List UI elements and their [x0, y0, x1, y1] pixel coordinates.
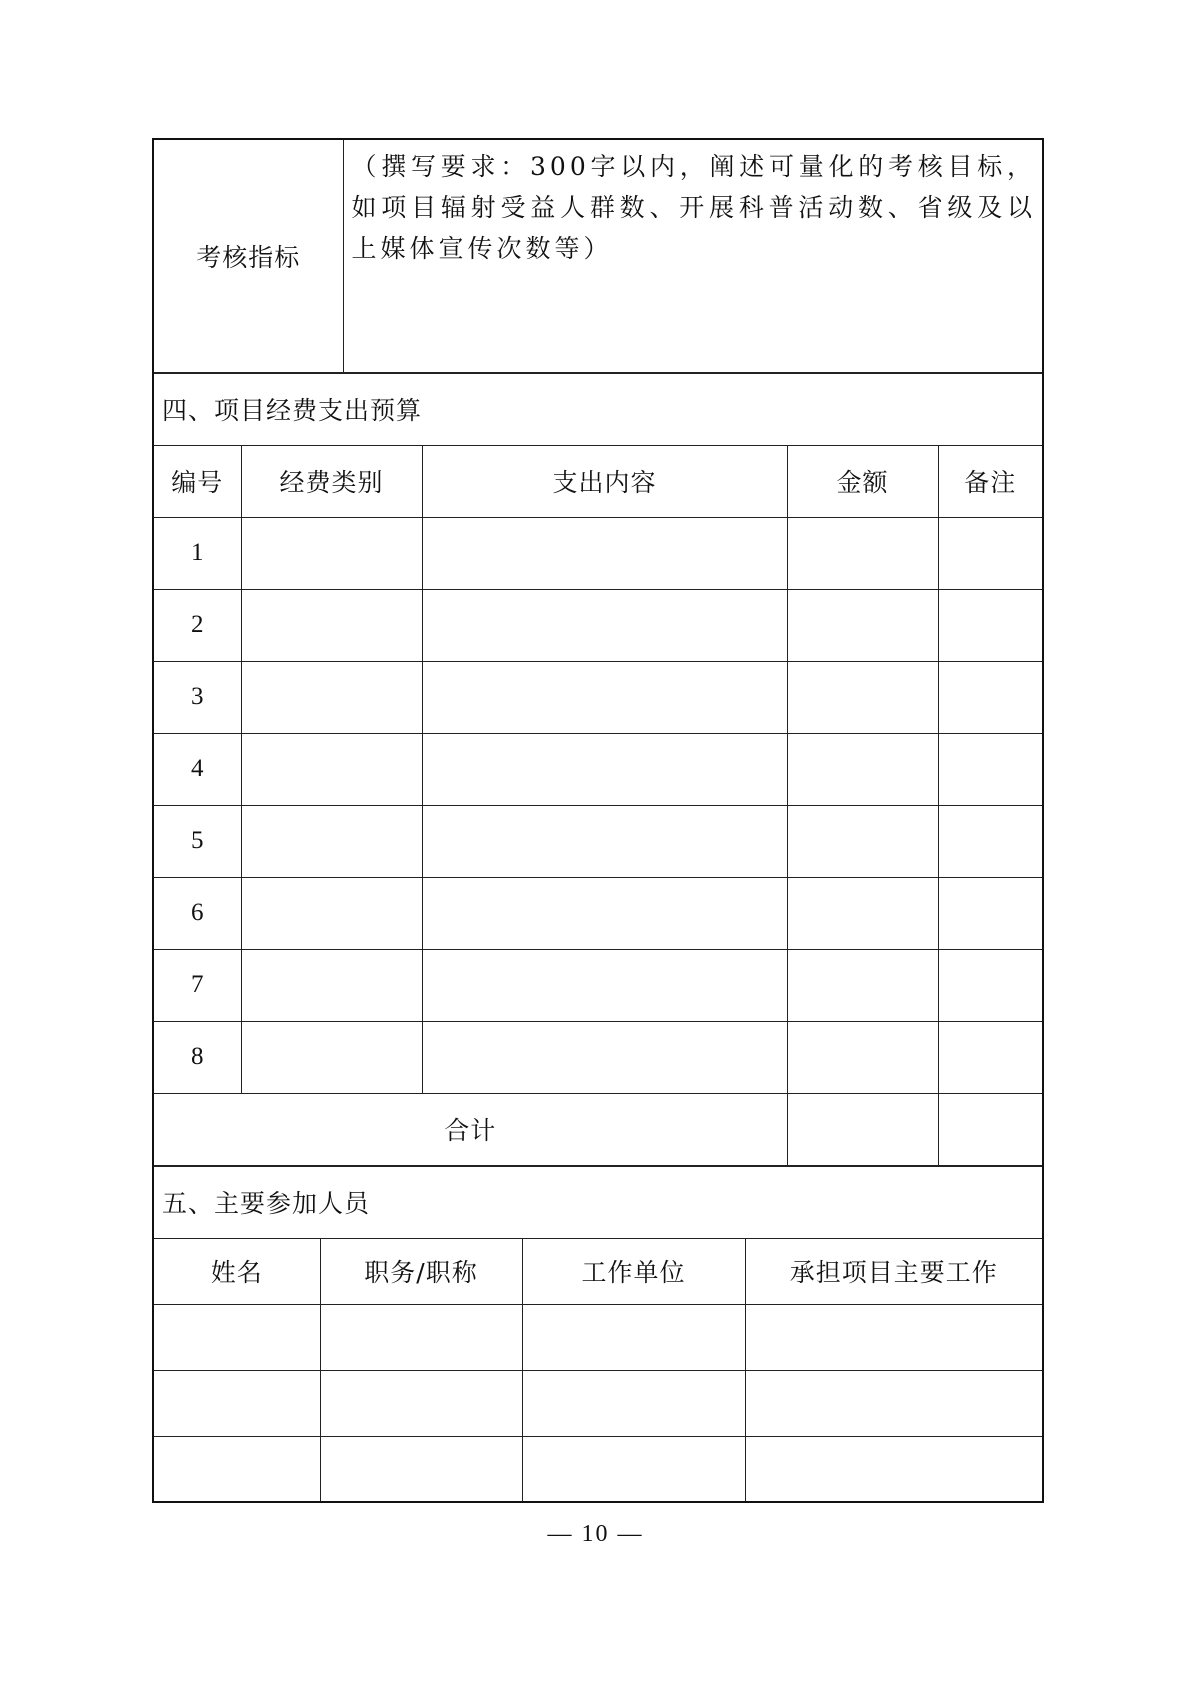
- budget-remarks-cell[interactable]: [938, 661, 1043, 733]
- assessment-requirement-field[interactable]: （撰写要求：300字以内，阐述可量化的考核目标，如项目辐射受益人群数、开展科普活动数、省级及以上媒体宣传次数等）: [343, 139, 1043, 372]
- budget-row: [153, 589, 1043, 661]
- budget-section-title: 四、项目经费支出预算: [153, 373, 1043, 445]
- budget-total-amount-cell[interactable]: [787, 1093, 938, 1165]
- budget-row-number: 7: [153, 949, 241, 1021]
- budget-row-number: 6: [153, 877, 241, 949]
- budget-remarks-cell[interactable]: [938, 589, 1043, 661]
- budget-row-number: 2: [153, 589, 241, 661]
- personnel-organization-cell[interactable]: [522, 1370, 745, 1436]
- budget-table: [152, 373, 1044, 1166]
- personnel-title-cell[interactable]: [320, 1304, 522, 1370]
- budget-category-cell[interactable]: [241, 1021, 422, 1093]
- budget-header-number: 编号: [153, 445, 241, 517]
- personnel-responsibility-cell[interactable]: [745, 1436, 1043, 1502]
- budget-remarks-cell[interactable]: [938, 877, 1043, 949]
- budget-row: [153, 949, 1043, 1021]
- budget-content-cell[interactable]: [422, 661, 787, 733]
- budget-content-cell[interactable]: [422, 877, 787, 949]
- budget-remarks-cell[interactable]: [938, 517, 1043, 589]
- budget-total-remarks-cell[interactable]: [938, 1093, 1043, 1165]
- personnel-header-name: 姓名: [153, 1238, 320, 1304]
- budget-category-cell[interactable]: [241, 589, 422, 661]
- budget-remarks-cell[interactable]: [938, 949, 1043, 1021]
- budget-row-number: 5: [153, 805, 241, 877]
- budget-content-cell[interactable]: [422, 1021, 787, 1093]
- budget-remarks-cell[interactable]: [938, 1021, 1043, 1093]
- personnel-section-title: 五、主要参加人员: [153, 1166, 1043, 1238]
- budget-amount-cell[interactable]: [787, 1021, 938, 1093]
- personnel-name-cell[interactable]: [153, 1436, 320, 1502]
- budget-amount-cell[interactable]: [787, 589, 938, 661]
- budget-row-number: 4: [153, 733, 241, 805]
- budget-amount-cell[interactable]: [787, 805, 938, 877]
- budget-row-number: 8: [153, 1021, 241, 1093]
- budget-category-cell[interactable]: [241, 517, 422, 589]
- personnel-header-responsibility: 承担项目主要工作: [745, 1238, 1043, 1304]
- budget-row: [153, 805, 1043, 877]
- personnel-header-title: 职务/职称: [320, 1238, 522, 1304]
- budget-content-cell[interactable]: [422, 517, 787, 589]
- budget-row: [153, 733, 1043, 805]
- personnel-responsibility-cell[interactable]: [745, 1304, 1043, 1370]
- budget-category-cell[interactable]: [241, 661, 422, 733]
- page-number: — 10 —: [547, 1521, 644, 1547]
- personnel-title-cell[interactable]: [320, 1370, 522, 1436]
- budget-header-content: 支出内容: [422, 445, 787, 517]
- budget-amount-cell[interactable]: [787, 949, 938, 1021]
- assessment-label: 考核指标: [153, 139, 343, 372]
- personnel-title-cell[interactable]: [320, 1436, 522, 1502]
- budget-category-cell[interactable]: [241, 949, 422, 1021]
- budget-row-number: 1: [153, 517, 241, 589]
- budget-total-row: [153, 1093, 1043, 1165]
- budget-content-cell[interactable]: [422, 733, 787, 805]
- personnel-organization-cell[interactable]: [522, 1304, 745, 1370]
- personnel-row: [153, 1436, 1043, 1502]
- budget-remarks-cell[interactable]: [938, 805, 1043, 877]
- budget-row: [153, 877, 1043, 949]
- budget-content-cell[interactable]: [422, 805, 787, 877]
- budget-remarks-cell[interactable]: [938, 733, 1043, 805]
- personnel-row: [153, 1304, 1043, 1370]
- budget-row-number: 3: [153, 661, 241, 733]
- personnel-name-cell[interactable]: [153, 1304, 320, 1370]
- budget-amount-cell[interactable]: [787, 661, 938, 733]
- personnel-responsibility-cell[interactable]: [745, 1370, 1043, 1436]
- assessment-table: [152, 138, 1044, 373]
- budget-header-category: 经费类别: [241, 445, 422, 517]
- personnel-organization-cell[interactable]: [522, 1436, 745, 1502]
- budget-header-amount: 金额: [787, 445, 938, 517]
- personnel-name-cell[interactable]: [153, 1370, 320, 1436]
- personnel-row: [153, 1370, 1043, 1436]
- form-page: [152, 138, 1042, 1494]
- budget-header-remarks: 备注: [938, 445, 1043, 517]
- budget-row: [153, 1021, 1043, 1093]
- budget-row: [153, 661, 1043, 733]
- budget-header-row: [153, 445, 1043, 517]
- budget-content-cell[interactable]: [422, 949, 787, 1021]
- budget-total-label: 合计: [153, 1093, 787, 1165]
- budget-amount-cell[interactable]: [787, 733, 938, 805]
- budget-row: [153, 517, 1043, 589]
- budget-category-cell[interactable]: [241, 805, 422, 877]
- budget-category-cell[interactable]: [241, 733, 422, 805]
- budget-category-cell[interactable]: [241, 877, 422, 949]
- personnel-table: [152, 1166, 1044, 1504]
- personnel-header-row: [153, 1238, 1043, 1304]
- budget-content-cell[interactable]: [422, 589, 787, 661]
- budget-amount-cell[interactable]: [787, 517, 938, 589]
- budget-amount-cell[interactable]: [787, 877, 938, 949]
- personnel-header-organization: 工作单位: [522, 1238, 745, 1304]
